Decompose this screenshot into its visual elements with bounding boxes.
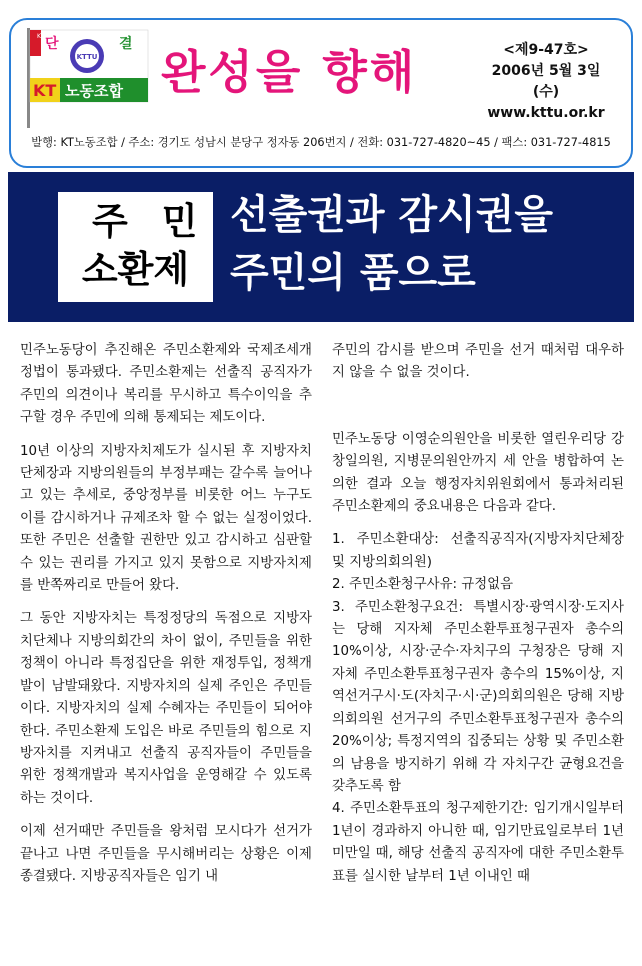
svg-text:KT: KT <box>33 81 57 100</box>
article-paragraph: 민주노동당이 추진해온 주민소환제와 국제조세개정법이 통과됐다. 주민소환제는 선출직 공직자가 주민의 의견이나 복리를 무시하고 특수이익을 추구할 경우 주민에 의해 통제되는 제도이다. <box>20 343 312 426</box>
website-link[interactable]: www.kttu.or.kr <box>487 105 605 121</box>
article-paragraph: 10년 이상의 지방자치제도가 실시된 후 지방자치단체장과 지방의원들의 부정부패는 갈수록 늘어나고 있는 추세로, 중앙정부를 비롯한 어느 누구도 이를 감시하거나 규제조차 할 수 없는 실정이었다. 또한 주민은 선출할 권한만 있고 감시하고 심판할 수 있는 권리를 가지고 있지 못함으로 지방자치제를 반쪽짜리로 만들어 왔다. <box>20 443 312 594</box>
headline-line-2: 주민의 품으로 <box>230 250 476 296</box>
headline-line-1: 선출권과 감시권을 <box>230 192 554 238</box>
main-headline <box>230 186 553 302</box>
logo-top-left-text: 단 <box>45 36 59 52</box>
logo-circle-text: KTTU <box>76 53 98 61</box>
article-column-left <box>20 340 312 899</box>
provision-list <box>332 529 624 888</box>
provision-item: 1. 주민소환대상: 선출직공직자(지방자치단체장 및 지방의회의원) <box>332 532 624 570</box>
article-paragraph: 그 동안 지방자치는 특정정당의 독점으로 지방자치단체나 지방의회간의 차이 없이, 주민들을 위한 정책이 아니라 특정집단을 위한 재정투입, 정책개발이 남발돼왔다. 지방자치의 실제 주인은 주민들이다. 지방자치의 실제 수혜자는 주민들이 되어야 한다. 주민소환제 도입은 바로 주민들의 힘으로 지방자치를 지켜내고 선출직 공직자들이 주민들을 위한 정책개발과 복지사업을 운영해갈 수 있도록 하는 것이다. <box>20 611 312 806</box>
issue-number: <제9-47호> <box>503 42 589 58</box>
svg-text:KT: KT <box>37 33 45 40</box>
issue-date: 2006년 5월 3일(수) <box>491 63 601 100</box>
headline-banner <box>8 172 634 322</box>
article-paragraph: 이제 선거때만 주민들을 왕처럼 모시다가 선거가 끝나고 나면 주민들을 무시해버리는 상황은 이제 종결됐다. 지방공직자들은 임기 내 <box>20 824 312 884</box>
kicker-line-1: 주민 <box>92 200 232 243</box>
kicker-box <box>58 192 232 302</box>
provision-item: 2. 주민소환청구사유: 규정없음 <box>332 577 514 593</box>
kttu-flag-logo <box>23 26 151 130</box>
article-continuation: 주민의 감시를 받으며 주민을 선거 때처럼 대우하지 않을 수 없을 것이다. <box>332 343 624 381</box>
kicker-line-2: 소환제 <box>81 248 190 291</box>
article-paragraph: 민주노동당 이영순의원안을 비롯한 열린우리당 강창일의원, 지병문의원안까지 세 안을 병합하여 논의한 결과 오늘 행정자치위원회에서 통과처리된 주민소환제의 중요내용은 다음과 같다. <box>332 431 624 515</box>
provision-item: 3. 주민소환청구요건: 특별시장·광역시장·도지사는 당해 지자체 주민소환투표청구권자 총수의 10%이상, 시장·군수·자치구의 구청장은 당해 지자체 주민소환투표청구권자 총수의 15%이상, 지역선거구시·도(자치구·시·군)의회의원은 당해 지방의회의원 선거구의 주민소환투표청구권자 총수의 20%이상; 특정지역의 집중되는 상황 및 주민소환의 남용을 방지하기 위해 각 자치구간 균형요건을 갖추도록 함 <box>332 599 624 794</box>
newsletter-title: 완성을 향해 <box>161 45 418 99</box>
contact-line: 발행: KT노동조합 / 주소: 경기도 성남시 분당구 정자동 206번지 / 전화: 031-727-4820~45 / 팩스: 031-727-4815 <box>31 136 611 149</box>
article-column-right <box>332 340 624 888</box>
masthead <box>9 18 633 168</box>
provision-item: 4. 주민소환투표의 청구제한기간: 임기개시일부터 1년이 경과하지 아니한 때, 임기만료일로부터 1년 미만일 때, 해당 선출직 공직자에 대한 주민소환투표를 실시한 날부터 1년 이내인 때 <box>332 801 624 884</box>
svg-text:노동조합: 노동조합 <box>65 82 123 100</box>
issue-info <box>481 40 611 124</box>
logo-top-right-text: 결 <box>119 36 133 52</box>
